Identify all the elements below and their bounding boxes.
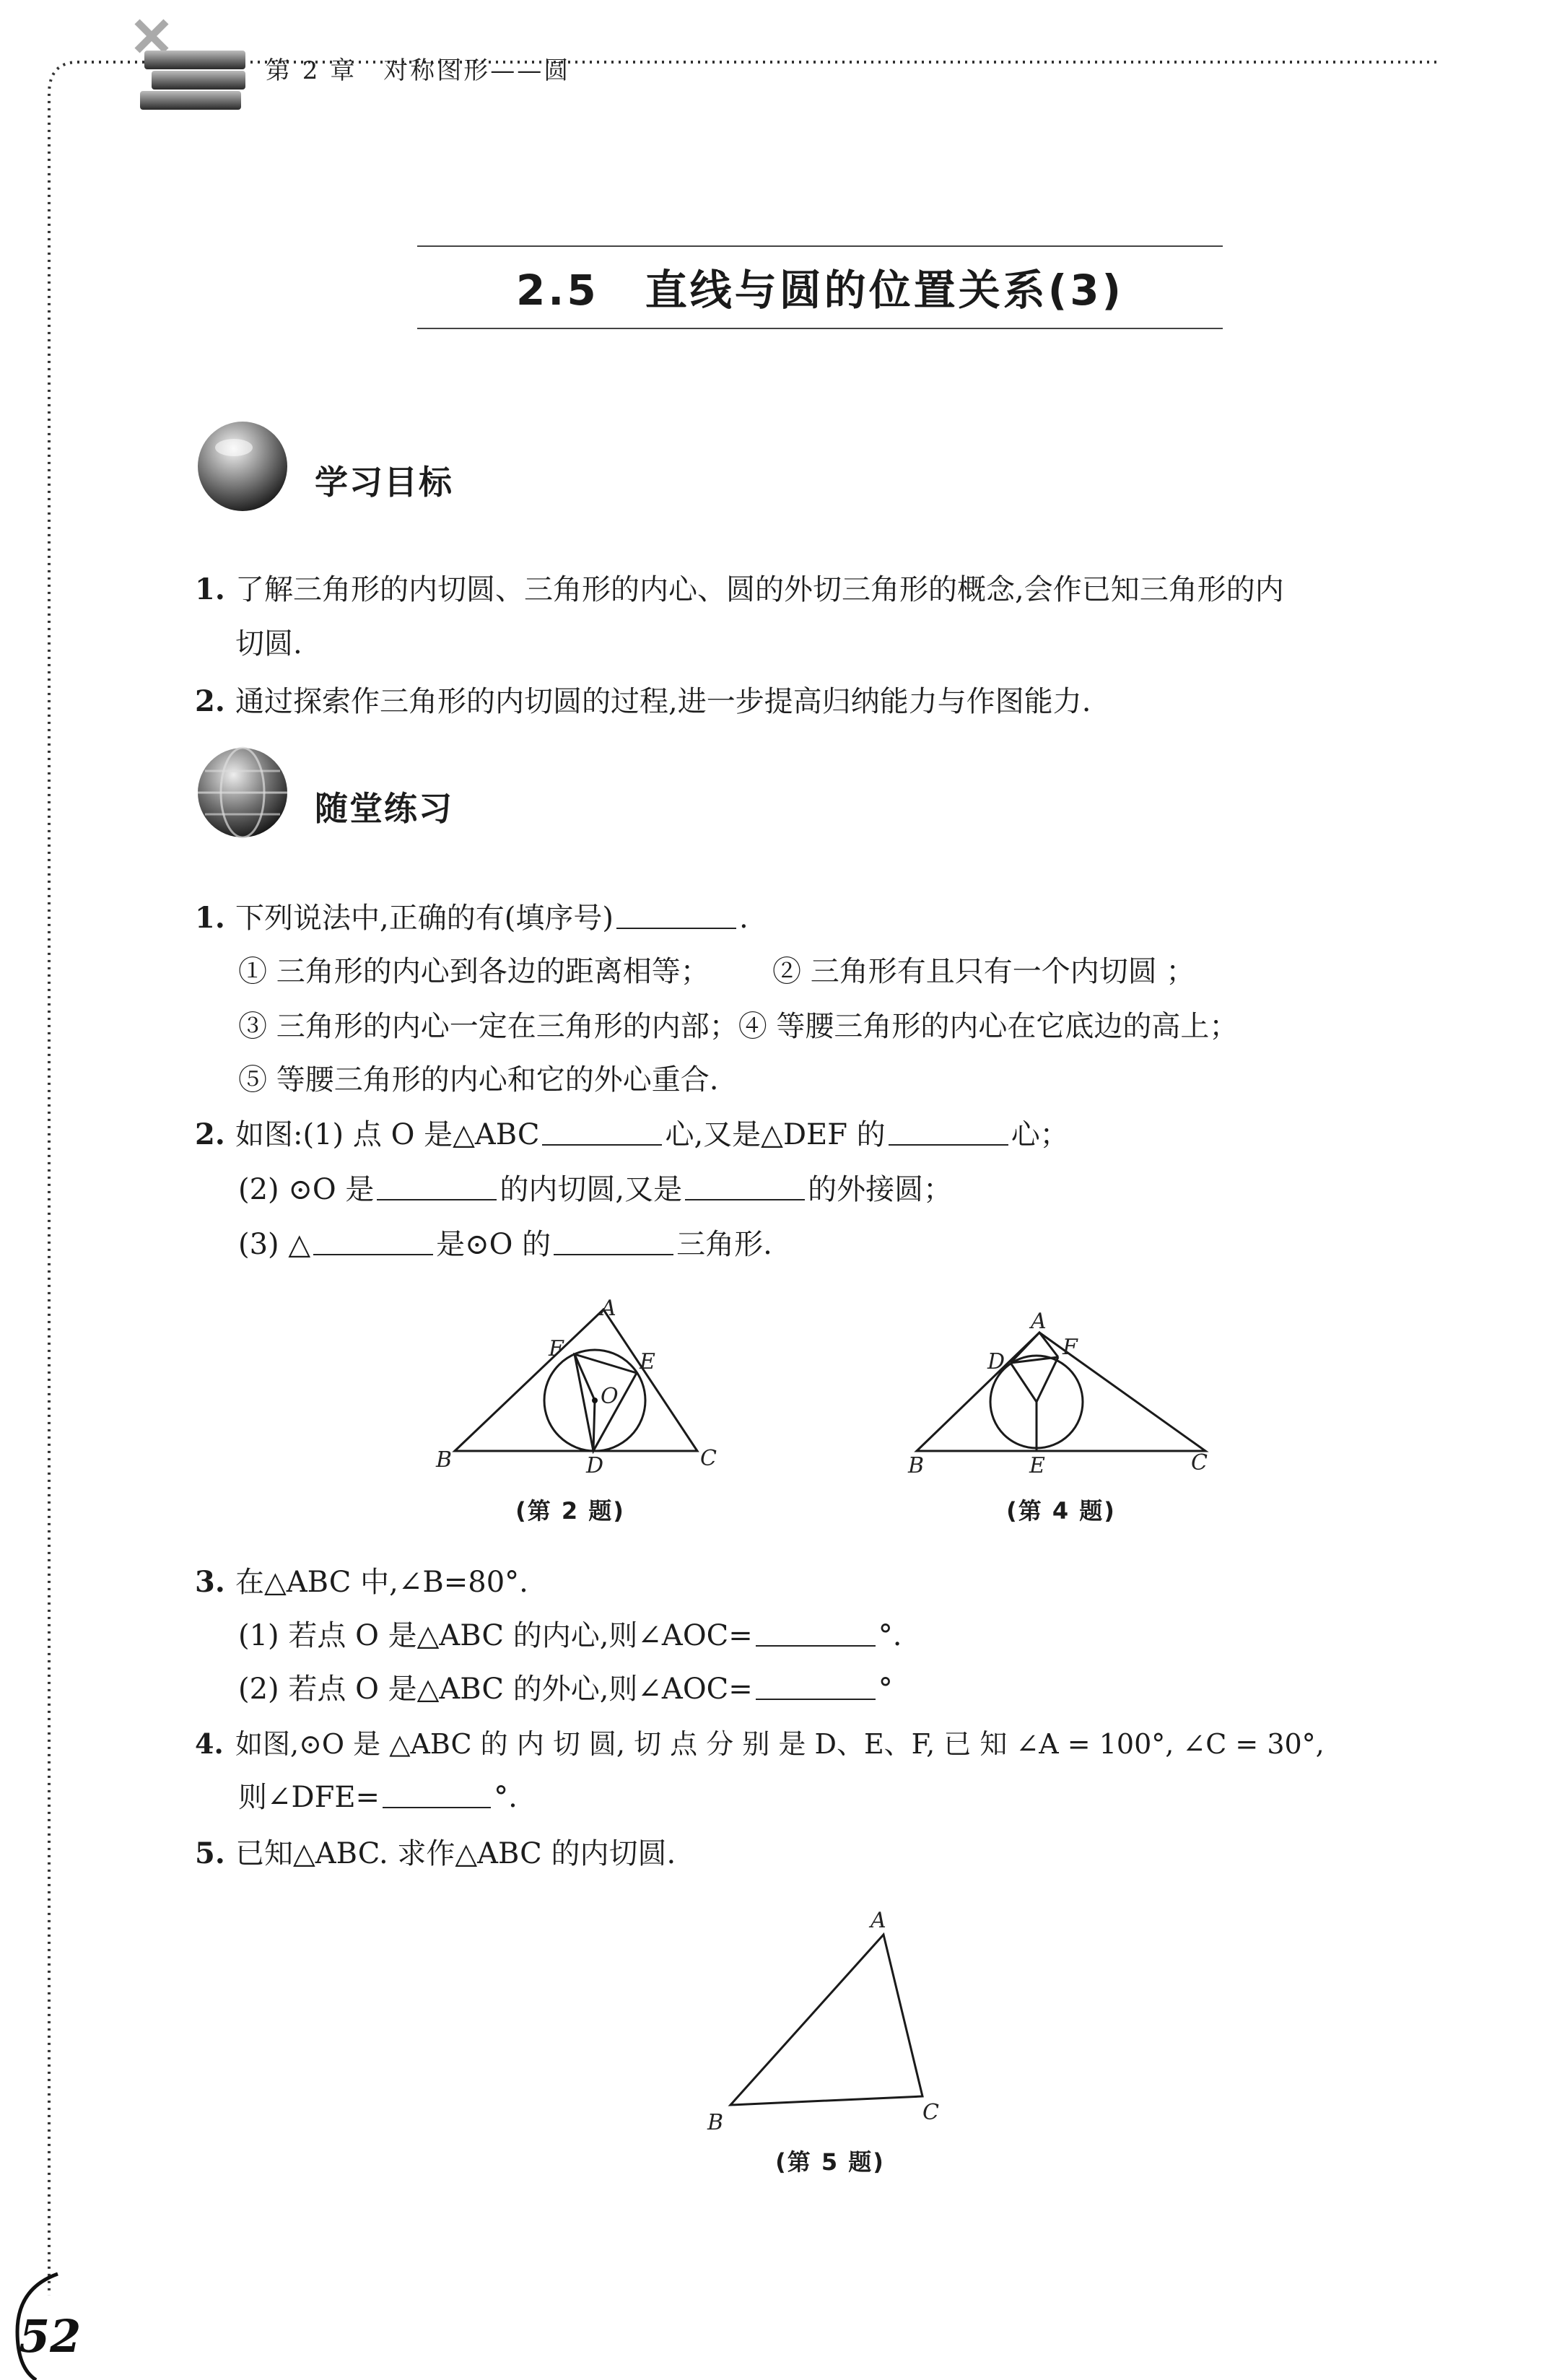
- q1-option-5: ⑤ 等腰三角形的内心和它的外心重合.: [238, 1063, 719, 1097]
- q2-part2: [238, 1169, 952, 1210]
- fig4-label-b: B: [908, 1453, 925, 1478]
- answer-blank[interactable]: [889, 1143, 1008, 1146]
- figure-5-caption: (第 5 题): [775, 2148, 885, 2176]
- goal-text-continued: 切圆.: [235, 627, 302, 661]
- fig2-label-a: A: [601, 1296, 616, 1321]
- question-number: 3.: [195, 1565, 225, 1599]
- q1-option-3-4: ③ 三角形的内心一定在三角形的内部；④ 等腰三角形的内心在它底边的高上；: [238, 1010, 1239, 1043]
- goal-text: 通过探索作三角形的内切圆的过程,进一步提高归纳能力与作图能力.: [235, 685, 1091, 718]
- goal-item: [195, 570, 1284, 610]
- question-1: [195, 898, 749, 938]
- q4-line2-b: °.: [494, 1781, 518, 1814]
- q3-part1-b: °.: [878, 1619, 902, 1652]
- question-2: [195, 1115, 1069, 1155]
- page-number: 52: [19, 2310, 82, 2363]
- answer-blank[interactable]: [313, 1253, 433, 1255]
- q1-option-1: ① 三角形的内心到各边的距离相等；: [238, 955, 710, 988]
- fig4-label-d: D: [987, 1349, 1005, 1374]
- goal-number: 1.: [195, 572, 225, 606]
- q4-line2-a: 则∠DFE=: [238, 1781, 380, 1814]
- answer-blank[interactable]: [756, 1698, 876, 1700]
- q4-line2: [238, 1777, 518, 1818]
- q2-part3: [238, 1224, 772, 1265]
- question-4: [195, 1724, 1325, 1764]
- q3-part1: [238, 1616, 902, 1656]
- center-o-point: [592, 1398, 598, 1403]
- figure-2-diagram: [419, 1292, 722, 1494]
- section-title-goals: 学习目标: [315, 463, 453, 502]
- answer-blank[interactable]: [616, 927, 736, 929]
- fig4-label-a: A: [1031, 1309, 1047, 1334]
- globe-icon: [195, 419, 290, 514]
- answer-blank[interactable]: [383, 1806, 491, 1808]
- q4-line1: 如图,⊙O 是 △ABC 的 内 切 圆, 切 点 分 别 是 D、E、F, 已 知 ∠A = 100°, ∠C = 30°,: [235, 1728, 1325, 1760]
- q2-part1-b: 心,又是△DEF 的: [665, 1118, 886, 1151]
- q3-part2-a: (2) 若点 O 是△ABC 的外心,则∠AOC=: [238, 1673, 753, 1706]
- figure-4-diagram: [895, 1299, 1227, 1494]
- section-title-practice: 随堂练习: [315, 789, 453, 828]
- question-number: 1.: [195, 901, 225, 935]
- q2-part1-c: 心；: [1011, 1118, 1069, 1151]
- q2-part2-b: 的内切圆,又是: [499, 1173, 683, 1206]
- question-3: [195, 1562, 528, 1603]
- question-number: 4.: [195, 1727, 224, 1760]
- fig2-label-b: B: [436, 1447, 453, 1473]
- fig2-label-f: F: [549, 1336, 564, 1361]
- fig2-label-c: C: [700, 1446, 717, 1471]
- figure-4-caption: (第 4 题): [1006, 1497, 1116, 1525]
- q2-part3-c: 三角形.: [676, 1228, 772, 1261]
- title-rule-bottom: [417, 328, 1223, 329]
- fig5-label-a: A: [871, 1908, 886, 1933]
- answer-blank[interactable]: [685, 1198, 805, 1200]
- triangle-abc: [917, 1333, 1205, 1451]
- chapter-header: 第 2 章 对称图形——圆: [266, 56, 571, 85]
- q3-part1-a: (1) 若点 O 是△ABC 的内心,则∠AOC=: [238, 1619, 753, 1652]
- fig4-label-e: E: [1029, 1453, 1045, 1478]
- fig4-label-f: F: [1063, 1335, 1078, 1360]
- answer-blank[interactable]: [542, 1143, 662, 1146]
- fig5-label-c: C: [922, 2100, 939, 2125]
- question-number: 5.: [195, 1836, 225, 1870]
- fig5-label-b: B: [707, 2110, 724, 2135]
- lesson-title: [417, 256, 1223, 317]
- lesson-number: 2.5: [515, 266, 599, 315]
- fig2-label-o: O: [601, 1384, 619, 1409]
- q2-part3-b: 是⊙O 的: [436, 1228, 551, 1261]
- fig4-label-c: C: [1191, 1450, 1208, 1475]
- title-rule-top: [417, 245, 1223, 247]
- goal-number: 2.: [195, 684, 225, 718]
- q3-stem: 在△ABC 中,∠B=80°.: [235, 1566, 528, 1599]
- answer-blank[interactable]: [377, 1198, 497, 1200]
- fig2-label-d: D: [586, 1453, 604, 1478]
- question-5: [195, 1834, 676, 1874]
- q3-part2: [238, 1669, 893, 1709]
- answer-blank[interactable]: [756, 1644, 876, 1647]
- q2-part3-a: (3) △: [238, 1228, 311, 1261]
- q2-part1-a: 如图:(1) 点 O 是△ABC: [235, 1118, 540, 1151]
- triangle-abc: [455, 1309, 697, 1451]
- q5-text: 已知△ABC. 求作△ABC 的内切圆.: [235, 1837, 676, 1870]
- figure-5-diagram: [693, 1906, 967, 2137]
- globe-grid-icon: [195, 745, 290, 840]
- lesson-title-text: 直线与圆的位置关系(3): [645, 266, 1125, 315]
- fig2-label-e: E: [640, 1349, 655, 1374]
- book-stack-icon: [123, 7, 260, 115]
- figure-2-caption: (第 2 题): [515, 1497, 625, 1525]
- triangle-abc: [730, 1935, 922, 2105]
- q2-part2-c: 的外接圆；: [808, 1173, 953, 1206]
- question-1-period: .: [738, 902, 749, 935]
- answer-blank[interactable]: [554, 1253, 673, 1255]
- question-1-stem: 下列说法中,正确的有(填序号): [235, 902, 614, 935]
- goal-text: 了解三角形的内切圆、三角形的内心、圆的外切三角形的概念,会作已知三角形的内: [235, 573, 1284, 606]
- q1-option-2: ② 三角形有且只有一个内切圆 ；: [772, 955, 1195, 988]
- question-number: 2.: [195, 1117, 225, 1151]
- goal-item: [195, 681, 1091, 722]
- q2-part2-a: (2) ⊙O 是: [238, 1173, 375, 1206]
- q3-part2-b: °: [878, 1673, 893, 1706]
